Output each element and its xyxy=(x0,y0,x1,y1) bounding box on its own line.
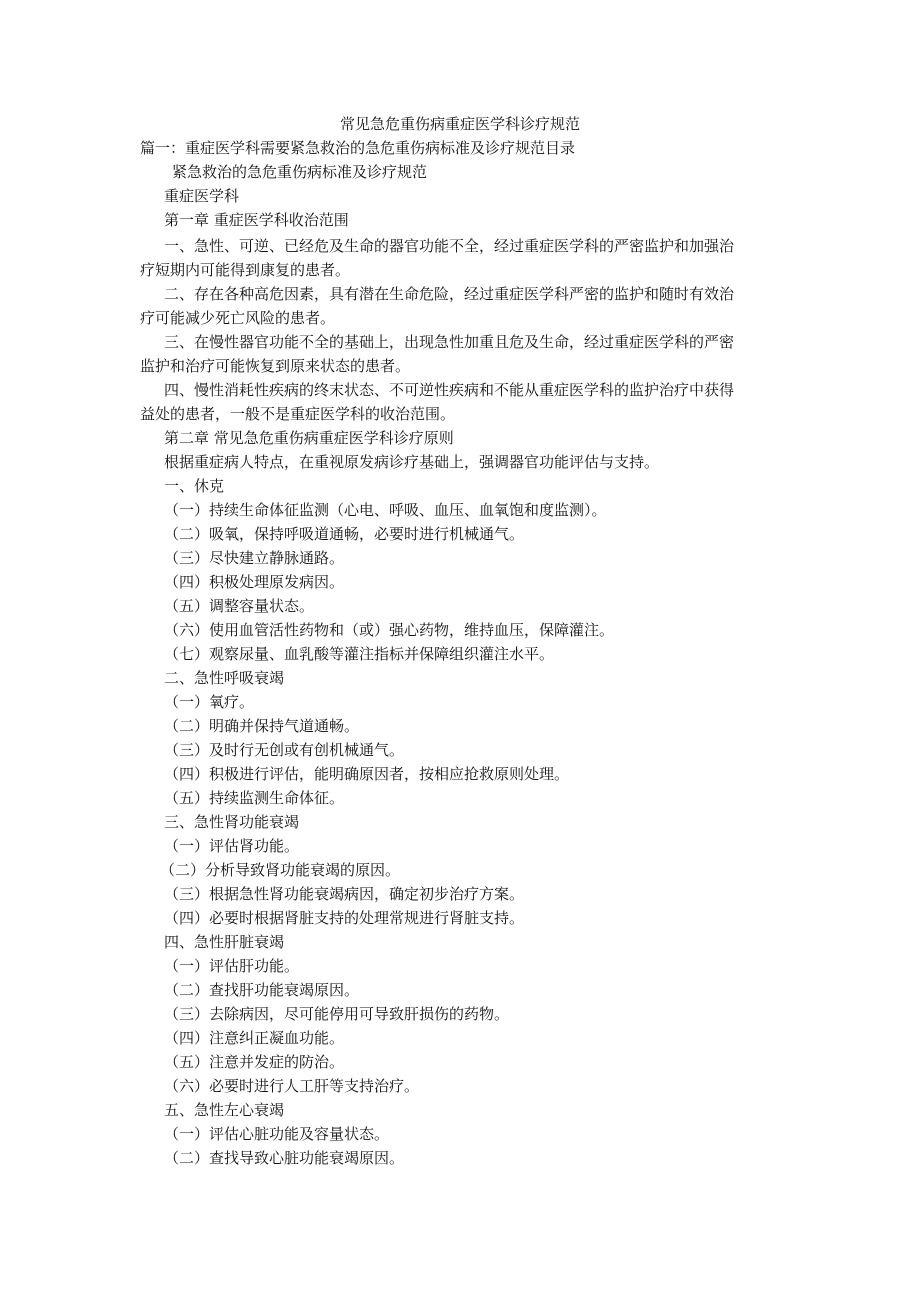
section-heading: 一、休克 xyxy=(164,477,225,495)
document-subtitle: 紧急救治的急危重伤病标准及诊疗规范 xyxy=(172,163,428,181)
list-item: （三）根据急性肾功能衰竭病因，确定初步治疗方案。 xyxy=(164,885,525,903)
paragraph-line: 四、慢性消耗性疾病的终末状态、不可逆性疾病和不能从重症医学科的监护治疗中获得 xyxy=(164,381,735,399)
chapter-heading: 第二章 常见急危重伤病重症医学科诊疗原则 xyxy=(164,429,454,447)
list-item: （六）必要时进行人工肝等支持治疗。 xyxy=(164,1077,420,1095)
list-item: （三）及时行无创或有创机械通气。 xyxy=(164,741,405,759)
list-item: （五）持续监测生命体征。 xyxy=(164,789,345,807)
list-item: （六）使用血管活性药物和（或）强心药物，维持血压，保障灌注。 xyxy=(164,621,615,639)
part-heading: 篇一：重症医学科需要紧急救治的急危重伤病标准及诊疗规范目录 xyxy=(140,139,576,157)
chapter-intro: 根据重症病人特点，在重视原发病诊疗基础上，强调器官功能评估与支持。 xyxy=(164,453,660,471)
chapter-heading: 第一章 重症医学科收治范围 xyxy=(164,211,349,229)
list-item: （五）注意并发症的防治。 xyxy=(164,1053,345,1071)
list-item: （四）必要时根据肾脏支持的处理常规进行肾脏支持。 xyxy=(164,909,525,927)
section-heading: 五、急性左心衰竭 xyxy=(164,1101,285,1119)
list-item: （二）分析导致肾功能衰竭的原因。 xyxy=(160,861,401,879)
paragraph-line: 一、急性、可逆、已经危及生命的器官功能不全，经过重症医学科的严密监护和加强治 xyxy=(164,237,735,255)
section-heading: 二、急性呼吸衰竭 xyxy=(164,669,285,687)
list-item: （一）持续生命体征监测（心电、呼吸、血压、血氧饱和度监测）。 xyxy=(164,501,607,519)
paragraph-line: 监护和治疗可能恢复到原来状态的患者。 xyxy=(140,357,411,375)
list-item: （五）调整容量状态。 xyxy=(164,597,315,615)
document-title: 常见急危重伤病重症医学科诊疗规范 xyxy=(339,115,580,133)
list-item: （三）去除病因，尽可能停用可导致肝损伤的药物。 xyxy=(164,1005,510,1023)
list-item: （二）查找导致心脏功能衰竭原因。 xyxy=(164,1149,405,1167)
list-item: （二）吸氧，保持呼吸道通畅，必要时进行机械通气。 xyxy=(164,525,525,543)
paragraph-line: 三、在慢性器官功能不全的基础上，出现急性加重且危及生命，经过重症医学科的严密 xyxy=(164,333,735,351)
list-item: （一）评估肾功能。 xyxy=(164,837,300,855)
list-item: （四）积极进行评估，能明确原因者，按相应抢救原则处理。 xyxy=(164,765,570,783)
section-heading: 四、急性肝脏衰竭 xyxy=(164,933,285,951)
list-item: （七）观察尿量、血乳酸等灌注指标并保障组织灌注水平。 xyxy=(164,645,555,663)
list-item: （一）评估心脏功能及容量状态。 xyxy=(164,1125,390,1143)
list-item: （四）积极处理原发病因。 xyxy=(164,573,345,591)
list-item: （一）氧疗。 xyxy=(164,693,255,711)
list-item: （二）查找肝功能衰竭原因。 xyxy=(164,981,360,999)
list-item: （四）注意纠正凝血功能。 xyxy=(164,1029,345,1047)
list-item: （三）尽快建立静脉通路。 xyxy=(164,549,345,567)
paragraph-line: 益处的患者，一般不是重症医学科的收治范围。 xyxy=(140,405,456,423)
list-item: （一）评估肝功能。 xyxy=(164,957,300,975)
department-label: 重症医学科 xyxy=(164,187,240,205)
list-item: （二）明确并保持气道通畅。 xyxy=(164,717,360,735)
paragraph-line: 疗短期内可能得到康复的患者。 xyxy=(140,261,351,279)
paragraph-line: 二、存在各种高危因素，具有潜在生命危险，经过重症医学科严密的监护和随时有效治 xyxy=(164,285,735,303)
section-heading: 三、急性肾功能衰竭 xyxy=(164,813,300,831)
paragraph-line: 疗可能减少死亡风险的患者。 xyxy=(140,309,336,327)
